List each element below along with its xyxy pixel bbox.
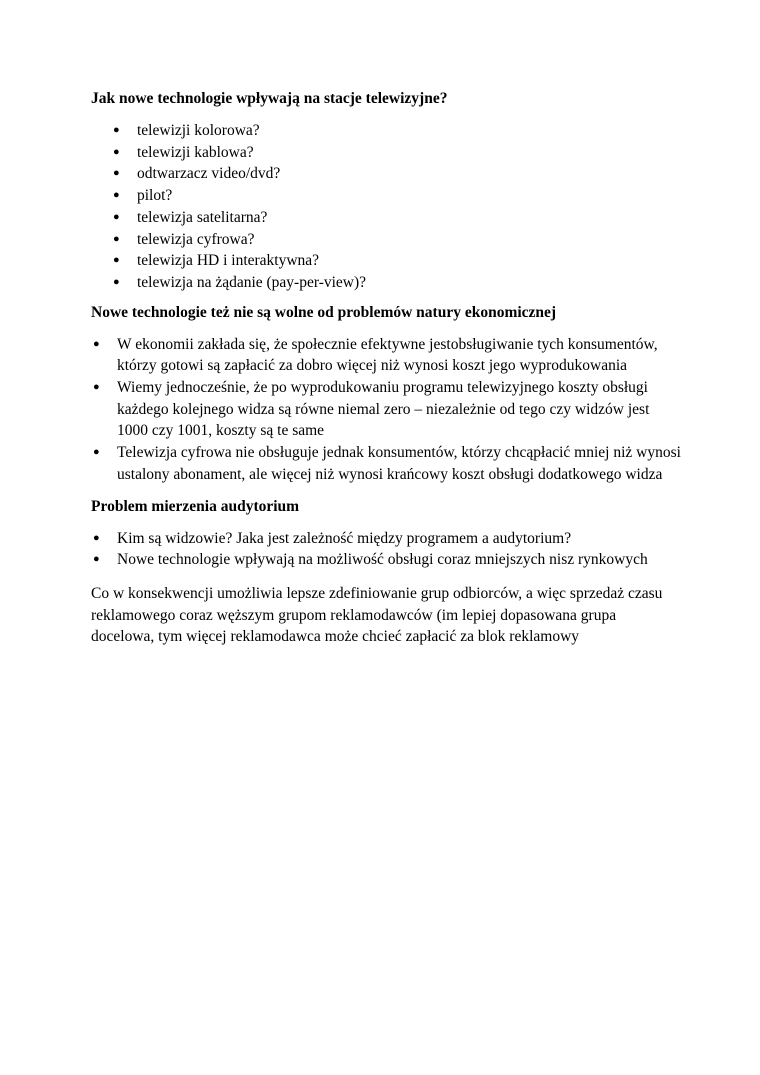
list-item-text: pilot? xyxy=(137,187,173,205)
section-heading-audience: Problem mierzenia audytorium xyxy=(91,497,300,515)
economics-list xyxy=(91,334,681,486)
section-heading-technologies: Jak nowe technologie wpływają na stacje telewizyjne? xyxy=(91,90,448,107)
list-item xyxy=(91,207,681,229)
bullet-icon: ● xyxy=(113,232,120,245)
list-item xyxy=(91,272,681,294)
list-item-text: W ekonomii zakłada się, że społecznie efektywne jestobsługiwanie tych konsumentów, którzy gotowi są zapłacić za dobro więcej niż wynosi koszt jego wyprodukowania xyxy=(117,335,658,375)
list-item xyxy=(91,142,681,164)
list-item-text: telewizji kolorowa? xyxy=(137,122,260,139)
bullet-icon: ● xyxy=(113,124,120,136)
list-item xyxy=(91,334,681,377)
bullet-icon: ● xyxy=(113,189,120,202)
bullet-icon: ● xyxy=(113,167,120,180)
closing-paragraph: Co w konsekwencji umożliwia lepsze zdefiniowanie grup odbiorców, a więc sprzedaż czasu reklamowego coraz węższym grupom reklamodawców (im lepiej dopasowana grupa docelowa, tym więcej reklamodawca może chcieć zapłacić za blok reklamowy xyxy=(91,584,663,646)
list-item xyxy=(91,250,681,272)
list-item xyxy=(91,120,681,142)
list-item-text: telewizji kablowa? xyxy=(137,143,254,161)
list-item-text: telewizja na żądanie (pay-per-view)? xyxy=(137,273,367,291)
list-item xyxy=(91,377,681,442)
bullet-icon: ● xyxy=(93,531,100,544)
bullet-icon: ● xyxy=(113,210,120,223)
list-item-text: odtwarzacz video/dvd? xyxy=(137,165,281,183)
list-item-text: telewizja HD i interaktywna? xyxy=(137,252,320,270)
bullet-icon: ● xyxy=(113,275,120,288)
audience-list xyxy=(91,528,681,571)
bullet-icon: ● xyxy=(113,254,120,267)
bullet-icon: ● xyxy=(93,381,100,394)
list-item xyxy=(91,442,681,485)
list-item xyxy=(91,528,681,550)
list-item-text: Wiemy jednocześnie, że po wyprodukowaniu programu telewizyjnego koszty obsługi każdego kolejnego widza są równe niemal zero – niezależnie od tego czy widzów jest 1000 czy 1001, koszty są te same xyxy=(117,379,650,440)
list-item xyxy=(91,185,681,207)
section-heading-economics: Nowe technologie też nie są wolne od problemów natury ekonomicznej xyxy=(91,303,557,321)
bullet-icon: ● xyxy=(93,337,100,350)
technology-list xyxy=(91,120,681,294)
list-item-text: Telewizja cyfrowa nie obsługuje jednak konsumentów, którzy chcąpłacić mniej niż wynosi ustalony abonament, ale więcej niż wynosi krańcowy koszt obsługi dodatkowego widza xyxy=(117,444,681,483)
list-item xyxy=(91,163,681,185)
list-item-text: Kim są widzowie? Jaka jest zależność między programem a audytorium? xyxy=(117,529,572,547)
list-item-text: telewizja satelitarna? xyxy=(137,208,268,226)
bullet-icon: ● xyxy=(93,553,100,566)
list-item xyxy=(91,229,681,251)
bullet-icon: ● xyxy=(93,446,100,459)
list-item xyxy=(91,549,681,571)
list-item-text: telewizja cyfrowa? xyxy=(137,230,255,248)
list-item-text: Nowe technologie wpływają na możliwość obsługi coraz mniejszych nisz rynkowych xyxy=(117,551,648,569)
document-page xyxy=(91,88,681,648)
bullet-icon: ● xyxy=(113,145,120,158)
